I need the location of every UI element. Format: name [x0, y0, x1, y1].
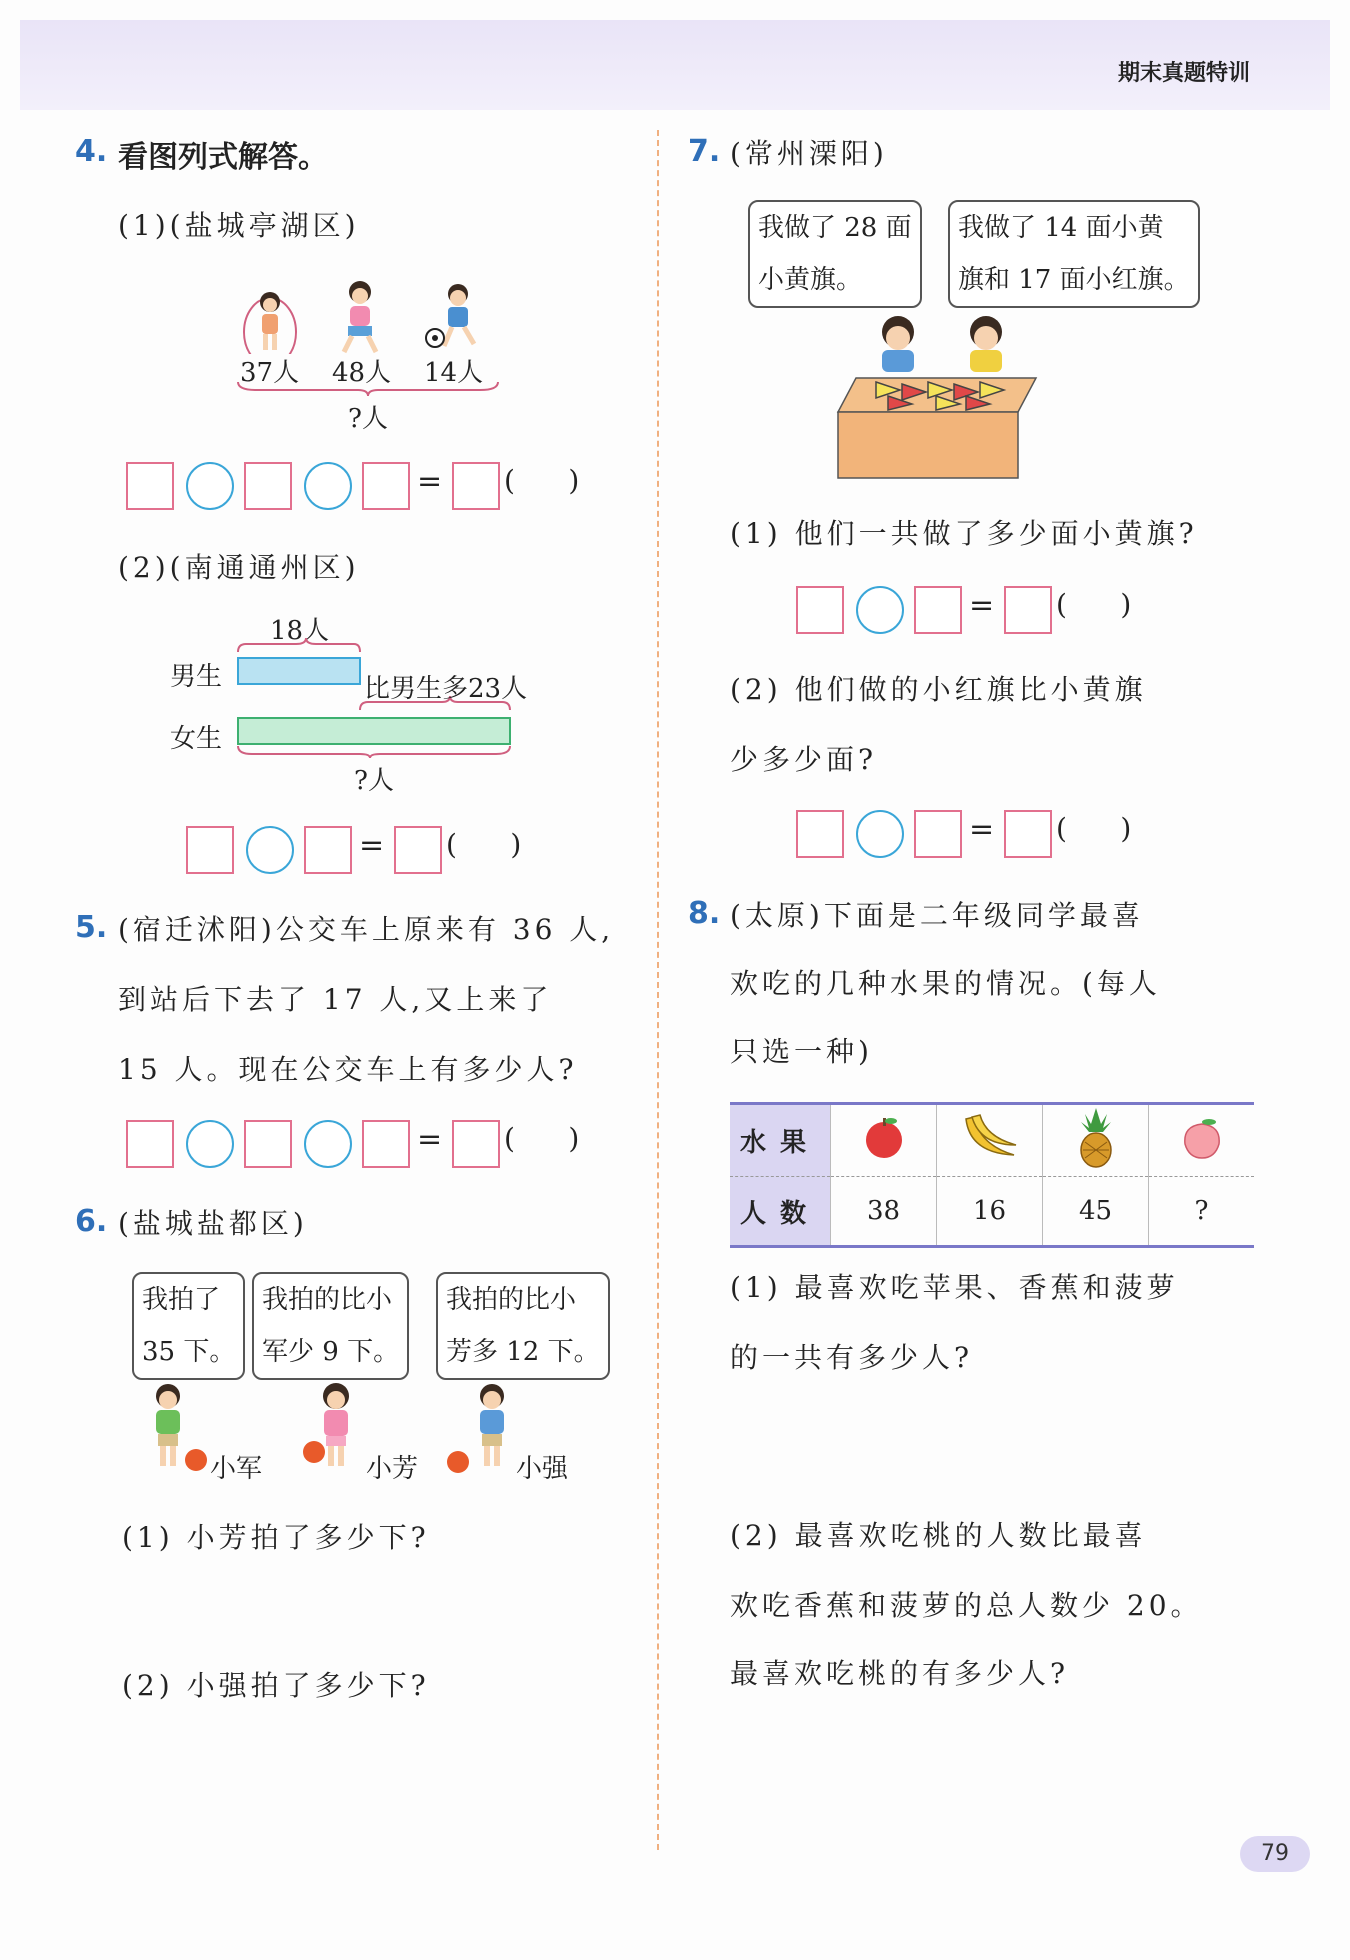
count-cell: ? [1149, 1177, 1255, 1247]
bubble-line: 旗和 17 面小红旗。 [958, 265, 1190, 295]
q7-sub-1: (1) 他们一共做了多少面小黄旗? [730, 517, 1198, 550]
q6-sub-1: (1) 小芳拍了多少下? [122, 1521, 430, 1554]
q4-p1-label: (1)(盐城亭湖区) [118, 209, 360, 242]
answer-box[interactable] [914, 586, 962, 634]
header-title: 期末真题特训 [1117, 61, 1250, 86]
operator-circle[interactable] [246, 826, 294, 874]
bubble-line: 我拍了 [142, 1285, 221, 1315]
q4-boys-count: 18人 [270, 616, 330, 646]
unit-paren[interactable]: ( ) [1056, 588, 1132, 621]
q7-flag-table-illustration [836, 312, 1066, 482]
operator-circle[interactable] [186, 1120, 234, 1168]
row-header-fruit: 水果 [730, 1104, 831, 1177]
answer-box[interactable] [126, 1120, 174, 1168]
count-cell: 16 [937, 1177, 1043, 1247]
q4-brace [236, 380, 500, 398]
q8-sub-2-line-3: 最喜欢吃桃的有多少人? [730, 1657, 1070, 1690]
q5-line-1: (宿迁沭阳)公交车上原来有 36 人, [118, 913, 615, 946]
apple-icon [859, 1112, 909, 1162]
count-cell: 45 [1043, 1177, 1149, 1247]
q4-boys-label: 男生 [170, 662, 223, 692]
name-xiaofang: 小芳 [366, 1454, 419, 1484]
name-xiaoqiang: 小强 [516, 1454, 569, 1484]
q4-kids-illustration [240, 272, 500, 354]
q4-count-1: 37人 [240, 358, 300, 388]
answer-box[interactable] [304, 826, 352, 874]
boy-icon [882, 316, 914, 372]
answer-box[interactable] [244, 462, 292, 510]
q7-sub-2-line-1: (2) 他们做的小红旗比小黄旗 [730, 673, 1147, 706]
row-header-count: 人数 [730, 1177, 831, 1247]
q4-more-label: 比男生多23人 [364, 674, 528, 704]
q6-number: 6. [75, 1204, 108, 1239]
q8-sub-2-line-2: 欢吃香蕉和菠萝的总人数少 20。 [730, 1589, 1203, 1622]
operator-circle[interactable] [856, 810, 904, 858]
unit-paren[interactable]: ( ) [1056, 812, 1132, 845]
bubble-line: 我拍的比小 [262, 1285, 393, 1315]
bubble-line: 我做了 28 面 [758, 213, 912, 243]
q4-number: 4. [75, 134, 108, 169]
q4-count-2: 48人 [332, 358, 392, 388]
q8-sub-1-line-1: (1) 最喜欢吃苹果、香蕉和菠萝 [730, 1271, 1179, 1304]
q8-number: 8. [688, 896, 721, 931]
bubble-line: 芳多 12 下。 [446, 1337, 600, 1367]
fruit-table [730, 1102, 1254, 1248]
unit-paren[interactable]: ( ) [504, 1122, 580, 1155]
jump-rope-girl-icon [244, 292, 296, 354]
pineapple-icon [1071, 1106, 1121, 1168]
answer-box[interactable] [914, 810, 962, 858]
speech-bubble-xiaofang [252, 1272, 409, 1380]
q4-girls-label: 女生 [170, 724, 223, 754]
column-divider [657, 130, 659, 1850]
answer-box[interactable] [796, 810, 844, 858]
operator-circle[interactable] [856, 586, 904, 634]
operator-circle[interactable] [304, 1120, 352, 1168]
unit-paren[interactable]: ( ) [504, 464, 580, 497]
fruit-cell [1043, 1104, 1149, 1177]
answer-box[interactable] [244, 1120, 292, 1168]
q8-sub-2-line-1: (2) 最喜欢吃桃的人数比最喜 [730, 1519, 1147, 1552]
girl-icon [970, 316, 1002, 372]
banana-icon [960, 1109, 1020, 1165]
q7-sub-2-line-2: 少多少面? [730, 743, 878, 776]
q4-p1-total: ?人 [348, 404, 388, 434]
bubble-line: 军少 9 下。 [262, 1337, 400, 1367]
q5-number: 5. [75, 910, 108, 945]
fruit-cell [1149, 1104, 1255, 1177]
page-number: 79 [1240, 1836, 1310, 1872]
bubble-line: 我做了 14 面小黄 [958, 213, 1164, 243]
operator-circle[interactable] [304, 462, 352, 510]
q4-p2-label: (2)(南通通州区) [118, 551, 360, 584]
q8-line-2: 欢吃的几种水果的情况。(每人 [730, 967, 1161, 1000]
equals-sign: = [417, 464, 443, 499]
speech-bubble-xiaojun [132, 1272, 245, 1380]
q7-label: (常州溧阳) [730, 137, 888, 170]
speech-bubble-xiaoqiang [436, 1272, 610, 1380]
q8-sub-1-line-2: 的一共有多少人? [730, 1341, 974, 1374]
answer-box[interactable] [452, 462, 500, 510]
answer-box[interactable] [362, 1120, 410, 1168]
count-cell: 38 [831, 1177, 937, 1247]
equals-sign: = [969, 588, 995, 623]
operator-circle[interactable] [186, 462, 234, 510]
answer-box[interactable] [126, 462, 174, 510]
answer-box[interactable] [394, 826, 442, 874]
equals-sign: = [359, 828, 385, 863]
name-xiaojun: 小军 [210, 1454, 263, 1484]
q8-line-1: (太原)下面是二年级同学最喜 [730, 899, 1144, 932]
answer-box[interactable] [452, 1120, 500, 1168]
equals-sign: = [417, 1122, 443, 1157]
q6-sub-2: (2) 小强拍了多少下? [122, 1669, 430, 1702]
q4-count-3: 14人 [424, 358, 484, 388]
girl-dribbling-icon [303, 1383, 349, 1466]
q4-title: 看图列式解答。 [118, 140, 328, 175]
q7-number: 7. [688, 134, 721, 169]
q6-label: (盐城盐都区) [118, 1207, 308, 1240]
equals-sign: = [969, 812, 995, 847]
soccer-boy-icon [426, 284, 474, 347]
answer-box[interactable] [362, 462, 410, 510]
boy-dribbling-icon [156, 1384, 207, 1471]
q6-kids-basketball [140, 1380, 580, 1480]
q5-line-3: 15 人。现在公交车上有多少人? [118, 1053, 578, 1086]
answer-box[interactable] [1004, 586, 1052, 634]
q8-line-3: 只选一种) [730, 1035, 873, 1068]
speech-bubble-boy [748, 200, 922, 308]
q4-p2-total: ?人 [354, 766, 394, 796]
unit-paren[interactable]: ( ) [446, 828, 522, 861]
fruit-cell [937, 1104, 1043, 1177]
answer-box[interactable] [796, 586, 844, 634]
q5-line-2: 到站后下去了 17 人,又上来了 [118, 983, 553, 1016]
answer-box[interactable] [186, 826, 234, 874]
speech-bubble-girl [948, 200, 1200, 308]
answer-box[interactable] [1004, 810, 1052, 858]
peach-icon [1177, 1112, 1227, 1162]
bubble-line: 我拍的比小 [446, 1285, 577, 1315]
table-row [730, 1177, 1254, 1247]
bubble-line: 35 下。 [142, 1337, 236, 1367]
boy-with-ball-icon [447, 1384, 504, 1473]
table-row [730, 1104, 1254, 1177]
bubble-line: 小黄旗。 [758, 265, 863, 295]
dancing-girl-icon [344, 281, 376, 352]
fruit-cell [831, 1104, 937, 1177]
